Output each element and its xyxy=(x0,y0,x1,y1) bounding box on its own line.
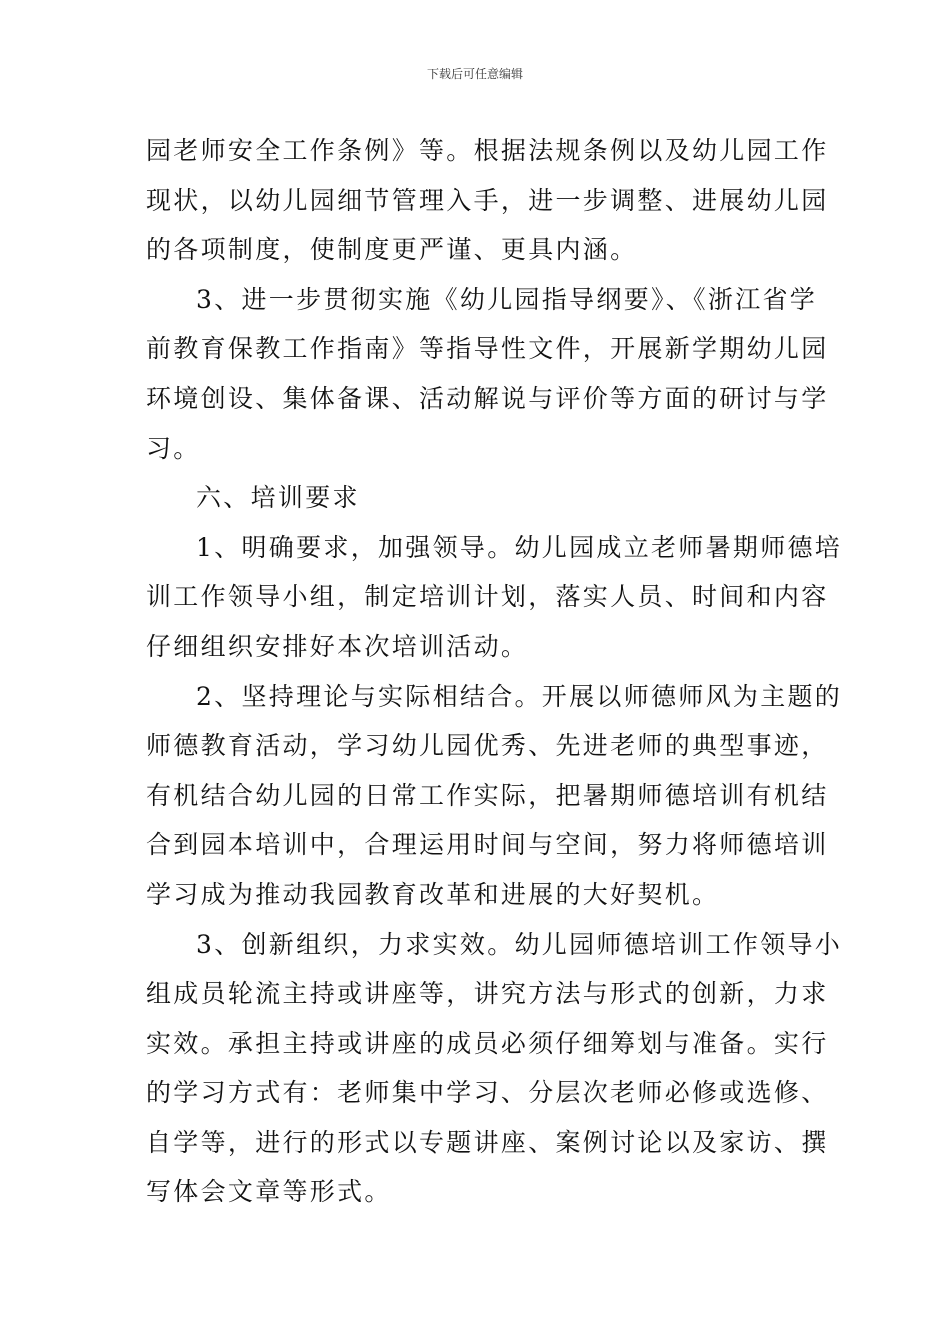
paragraph-first-line: 3、进一步贯彻实施《幼儿园指导纲要》、《浙江省学 xyxy=(196,284,818,314)
text-line: 园老师安全工作条例》等。根据法规条例以及幼儿园工作 xyxy=(146,136,829,165)
text-line: 前教育保教工作指南》等指导性文件，开展新学期幼儿园 xyxy=(146,334,829,364)
text-line: 仔细组织安排好本次培训活动。 xyxy=(146,631,529,661)
text-line: 训工作领导小组，制定培训计划，落实人员、时间和内容 xyxy=(146,582,829,612)
text-line: 环境创设、集体备课、活动解说与评价等方面的研讨与学 xyxy=(146,383,829,413)
text-line: 有机结合幼儿园的日常工作实际，把暑期师德培训有机结 xyxy=(146,780,829,810)
text-line: 习。 xyxy=(146,433,201,463)
paragraph-first-line: 2、坚持理论与实际相结合。开展以师德师风为主题的 xyxy=(196,681,843,711)
section-heading: 六、培训要求 xyxy=(196,483,360,513)
page-header: 下载后可任意编辑 xyxy=(426,67,523,81)
paragraph-first-line: 1、明确要求，加强领导。幼儿园成立老师暑期师德培 xyxy=(196,532,843,562)
text-line: 学习成为推动我园教育改革和进展的大好契机。 xyxy=(146,879,720,909)
text-line: 合到园本培训中，合理运用时间与空间，努力将师德培训 xyxy=(146,830,829,860)
text-line: 写体会文章等形式。 xyxy=(146,1177,392,1207)
text-line: 组成员轮流主持或讲座等，讲究方法与形式的创新，力求 xyxy=(146,979,829,1009)
paragraph-first-line: 3、创新组织，力求实效。幼儿园师德培训工作领导小 xyxy=(196,929,843,959)
text-line: 实效。承担主持或讲座的成员必须仔细筹划与准备。实行 xyxy=(146,1028,829,1058)
document-body xyxy=(146,126,843,1217)
text-line: 的学习方式有：老师集中学习、分层次老师必修或选修、 xyxy=(146,1078,829,1108)
text-line: 的各项制度，使制度更严谨、更具内涵。 xyxy=(146,235,638,265)
text-line: 自学等，进行的形式以专题讲座、案例讨论以及家访、撰 xyxy=(146,1127,829,1157)
text-line: 现状，以幼儿园细节管理入手，进一步调整、进展幼儿园 xyxy=(146,185,829,215)
text-line: 师德教育活动，学习幼儿园优秀、先进老师的典型事迹， xyxy=(146,731,829,761)
